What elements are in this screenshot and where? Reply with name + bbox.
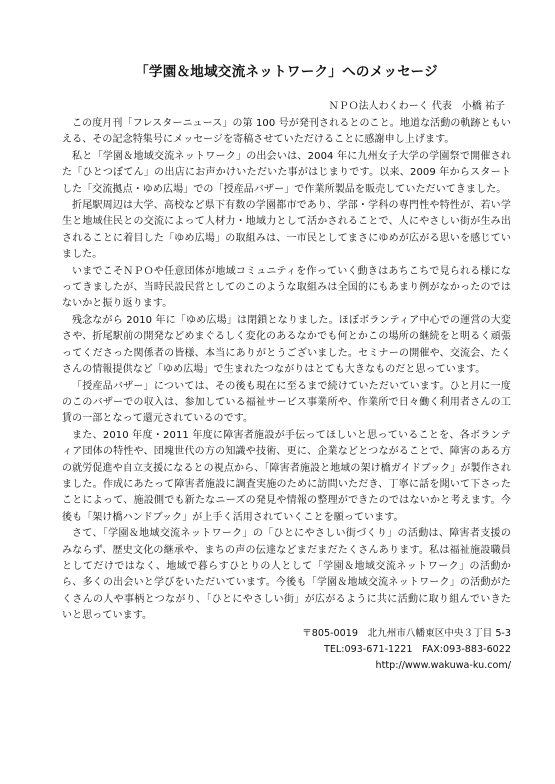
- paragraph-6: 「授産品バザー」については、その後も現在に至るまで続けていただいています。ひと月に一度のこのバザーでの収入は、参加している福祉サービス事業所や、作業所で日々働く利用者さんの工賃の一部となって還元されているのです。: [62, 380, 511, 425]
- contact-phone-fax: TEL:093-671-1221 FAX:093-883-6022: [323, 644, 511, 655]
- contact-block: [62, 626, 511, 675]
- paragraph-2: 私と「学園＆地域交流ネットワーク」の出会いは、2004 年に九州女子大学の学園祭で開催された「ひとつぼてん」の出店にお声かけいただいた事がはじまりです。以来、2009 年からスタートした「交流拠点・ゆめ広場」での「授産品バザー」で作業所製品を販売していただいてきました。: [62, 150, 511, 195]
- paragraph-3: 折尾駅周辺は大学、高校など県下有数の学園都市であり、学部・学科の専門性や特性が、若い学生と地域住民との交流によって人材力・地域力として活かされることで、人にやさしい街が生み出されることに着目した「ゆめ広場」の取組みは、一市民としてまさにゆめが広がる思いを感じていました。: [62, 200, 511, 261]
- paragraph-8: さて、「学園＆地域交流ネットワーク」の「ひとにやさしい街づくり」の活動は、障害者支援のみならず、歴史文化の継承や、まちの声の伝達などまだまだたくさんあります。私は福祉施設職員としてだけではなく、地域で暮らすひとりの人として「学園＆地域交流ネットワーク」の活動から、多くの出会いと学びをいただいています。今後も「学園＆地域交流ネットワーク」の活動がたくさんの人や事柄とつながり、「ひとにやさしい街」が広がるように共に活動に取り組んでいきたいと思っています。: [62, 528, 511, 622]
- contact-address: 〒805-0019 北九州市八幡東区中央３丁目 5-3: [302, 627, 511, 639]
- paragraph-7: また、2010 年度・2011 年度に障害者施設が手伝ってほしいと思っていることを、各ボランティア団体の特性や、団塊世代の方の知識や技術、更に、企業などとつながることで、障害のある方の就労促進や自立支援になるとの視点から、「障害者施設と地域の架け橋ガイドブック」が製作されました。作成にあたって障害者施設に調査実施のために訪問いただき、丁寧に話を聞いて下さったことによって、施設側でも新たなニーズの発見や情報の整理ができたのではないかと考えます。今後も「架け橋ハンドブック」が上手く活用されていくことを願っています。: [62, 429, 511, 523]
- contact-url: http://www.wakuwa-ku.com/: [375, 660, 511, 672]
- paragraph-5: 残念ながら 2010 年に「ゆめ広場」は閉鎖となりました。ほぼボランティア中心での運営の大変さや、折尾駅前の開発などめまぐるしく変化のあるなかでも何とかこの場所の継続をと明るく頑張ってくださった関係者の皆様、本当にありがとうございました。セミナーの開催や、交流会、たくさんの情報提供など「ゆめ広場」で生まれたつながりはとても大きなものだと思っています。: [62, 314, 511, 376]
- author-line: ＮＰＯ法人わくわーく 代表 小橋 祐子: [328, 101, 505, 112]
- message-body: [62, 116, 511, 625]
- paragraph-4: いまでこそＮＰＯや任意団体が地域コミュニティを作っていく動きはあちこちで見られる様になってきましたが、当時民設民営としてのこのような取組みは全国的にもあまり例がなかったのではないかと振り返ります。: [62, 265, 511, 310]
- paragraph-1: この度月刊「フレスターニュース」の第 100 号が発刊されるとのこと。地道な活動の軌跡ともいえる、その記念特集号にメッセージを寄稿させていただけることに感謝申し上げます。: [62, 118, 511, 146]
- document-title: 「学園＆地域交流ネットワーク」へのメッセージ: [135, 64, 438, 80]
